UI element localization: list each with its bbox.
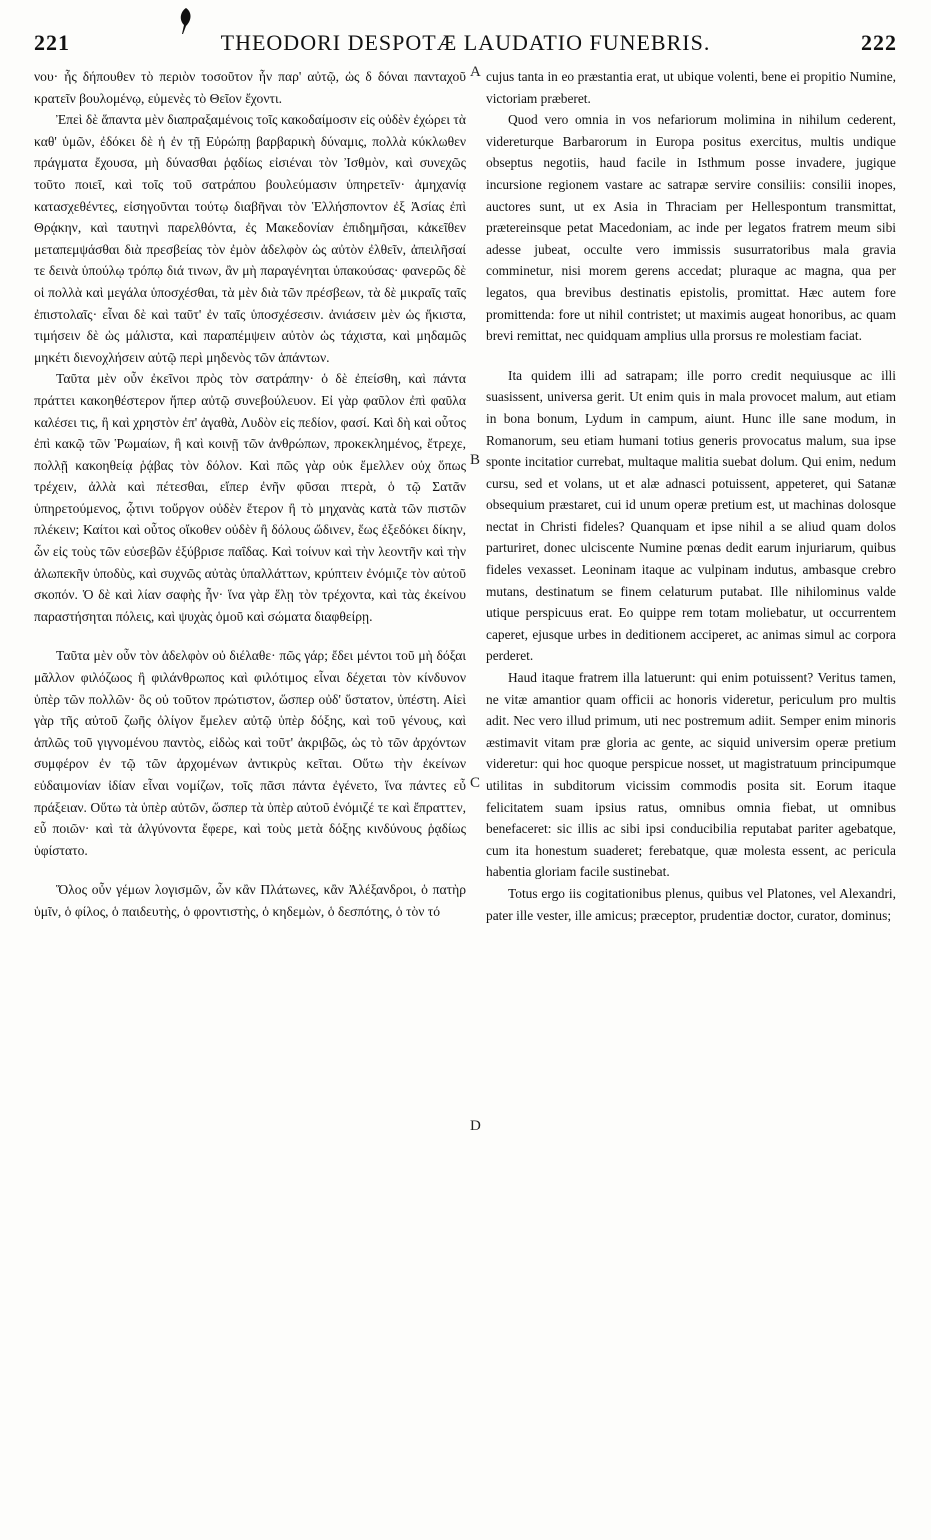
right-page-number: 222	[861, 30, 897, 55]
greek-paragraph: Ταῦτα μὲν οὖν ἐκεῖνοι πρὸς τὸν σατράπην· ὁ δὲ ἐπείσθη, καὶ πάντα πράττει κακοηθέστερον ἤπερ αὐτῷ συνεβούλευον. Εἰ γὰρ φαῦλον ἐπὶ φαῦλα καλέσει τις, ἢ καὶ χρηστὸν ἐπ' ἀγαθὰ, Λυδὸν εἰς πεδίον, φασί. Καὶ δὴ καὶ οὗτος ἐπὶ κακῷ τῶν Ῥωμαίων, ἢ καὶ κοινῇ τῶν ἀνθρώπων, προκεκλημένος, ἔτρεχε, πολλῇ κακοηθείᾳ ῥᾴβας τὸν δόλον. Καὶ πῶς γὰρ οὐκ ἔμελλεν οὐχ ὅπως τρέχειν, ἀλλὰ καὶ πέτεσθαι, εἴπερ ἐνῆν φῦσαι πτερὰ, ὁ τῷ Σατᾶν ὑπηρετούμενος, ᾧτινι τοὔργον οὐδὲν ἕτερον ἢ τὸ μηχανὰς κατὰ τῶν πιστῶν πλέκειν; Καίτοι καὶ οὗτος οἴκοθεν οὐδὲν ἢ δόλους ὤδινεν, ἕως ἐξεδόκει δίκην, ὧν εἰς τοὺς τῶν εὐσεβῶν ἐξύβρισε παΐδας. Καὶ τοίνυν καὶ τὴν λεοντῆν καὶ τὴν ἀλωπεκῆν ὑποδὺς, καὶ συχνῶς αὐτὰς ὑπαλλάττων, κρύπτειν ἐνόμιζε τὸν αὐτοῦ σκοπόν. Ὁ δὲ καὶ λίαν σαφὴς ἦν· ἵνα γὰρ ἕλῃ τὸν τρέχοντα, καὶ τὰς ἐκείνου παραστήσηται πόλεις, καὶ ψυχὰς ὁμοῦ καὶ σώματα διαφθείρῃ.	[34, 371, 466, 624]
latin-paragraph: Ita quidem illi ad satrapam; ille porro credit nequiusque ac illi suasissent, universa gerit. Ut enim quis in mala provocet malum, aut etiam in bona bonum, Lydum in campum, aiunt. Hunc ille sane modum, in Romanorum, seu etiam humani totius generis provocatus malum, sua ipse sponte incitatior currebat, multaque malitia suebat dolum. Qui enim, nedum cursu, sed et volans, ut et alæ adnasci potuissent, appeteret, qui Satanæ obsequium præstaret, cui id unum operæ pretium est, ut machinas dolosque nectat in Christi fideles? Quanquam et ipse nihil a se aliud quam dolos parturiret, donec ulciscente Numine pœnas dedit earum injuriarum, quibus fideles vexasset. Leoninam itaque ac vulpinam indutus, ambasque crebro mutans, destinatum se finem celaturum putabat. Ille nihilominus valde utique perspicuus erat. Eo quippe rem totam moliebatur, ut occurrentem caperet, ejusque urbes in deditionem acciperet, ac animas simul ac corpora perderet.	[486, 367, 896, 664]
greek-paragraph: νου· ἧς δήπουθεν τὸ περιὸν τοσοῦτον ἦν παρ' αὐτῷ, ὡς δ δόναι πανταχοῦ κρατεῖν βουλομένῳ, εὐμενὲς τὸ Θεῖον ἔχοντι.	[34, 69, 466, 106]
running-title: THEODORI DESPOTÆ LAUDATIO FUNEBRIS.	[220, 30, 711, 55]
latin-paragraph: Haud itaque fratrem illa latuerunt: qui enim potuissent? Veritus tamen, ne vitæ amantior quam officii ac honoris videretur, periculum pro multis adit. Nec vero illud primum, uti nec postremum adiit. Semper enim minoris æstimavit vitam præ gloria ac gente, ac siquid universim operæ pretium videretur: qui hoc quoque perspicue nosset, ut magistratuum principumque utilitas in subditorum vicissim commodis posita sit. Eorum itaque felicitatem suam ipsius ratus, omnibus omnia fiebat, ut omnibus benefaceret: sic illis ac sibi ipsi conducibilia reputabat pariter agebatque, cum ita honestum suaderet; ferebatque, quæ molesta essent, ac pericula habentia gloriam facile sustinebat.	[486, 670, 896, 880]
greek-paragraph: Ἐπεὶ δὲ ἅπαντα μὲν διαπραξαμένοις τοῖς κακοδαίμοσιν εἰς οὐδὲν ἐχώρει τὰ καθ' ὑμῶν, ἐδόκει δὲ ἡ ἐν τῇ Εὐρώπῃ βαρβαρικὴ δύναμις, πολλὰ κύκλωθεν πράγματα ἔχουσα, μὴ δύνασθαι ῥᾳδίως εἰσιέναι τὸν Ἰσθμὸν, καὶ συνεχῶς τοῦτο ποιεῖ, καὶ τοῖς τοῦ σατράπου βουλεύμασιν ὑπηρετεῖν· ἀμηχανίᾳ κατασχεθέντες, εἰσηγοῦνται τούτῳ διαβῆναι τὸν Ἑλλήσποντον ἐξ Ἀσίας ἐπὶ Θρᾴκην, καὶ ταυτηνὶ παρελθόντα, ἐς Μακεδονίαν ἐπιδημῆσαι, κἀκεῖθεν μεταπεμψάσθαι διὰ πρεσβείας τὸν ἐμὸν ἀδελφὸν ὡς αὐτὸν ἐλθεῖν, ἀπειλῆσαί τε δεινὰ ὑπούλῳ τρόπῳ διά τινων, ἂν μὴ παραγένηται ὑπακούσας· φανερῶς δὲ οἱ πολλὰ καὶ μεγάλα ὑποσχέσθαι, τὰ μὲν διὰ τῶν πρέσβεων, τὰ δὲ μικραῖς ταῖς ἐπιστολαῖς· εἶναι δὲ καὶ ταῦτ' ἐν ταῖς ὑποσχέσεσιν. ἀνιάσειν μὲν ὡς ἥκιστα, τιμήσειν δὲ ὡς μάλιστα, καὶ παραπέμψειν αὐτὸν ὡς τάχιστα, καὶ μηδαμῶς μηκέτι διενοχλήσειν αὐτῷ περὶ μηδενὸς τῶν ἁπάντων.	[34, 112, 466, 365]
greek-paragraph: Ὅλος οὖν γέμων λογισμῶν, ὧν κἂν Πλάτωνες, κἂν Ἀλέξανδροι, ὁ πατὴρ ὑμῖν, ὁ φίλος, ὁ παιδευτὴς, ὁ φροντιστὴς, ὁ κηδεμὼν, ὁ δεσπότης, ὁ τὸν τό	[34, 882, 466, 919]
greek-column	[34, 66, 466, 923]
latin-paragraph: Totus ergo iis cogitationibus plenus, quibus vel Platones, vel Alexandri, pater ille vester, ille amicus; præceptor, prudentiæ doctor, curator, dominus;	[486, 885, 896, 923]
latin-column	[486, 66, 896, 926]
margin-marker-d: D	[470, 1118, 481, 1134]
greek-paragraph: Ταῦτα μὲν οὖν τὸν ἀδελφὸν οὐ διέλαθε· πῶς γάρ; ἔδει μέντοι τοῦ μὴ δόξαι μᾶλλον φιλόζωος ἢ φιλάνθρωπος καὶ φιλότιμος εἶναι δέχεται τὸν κίνδυνον ὑπὲρ τῶν πολλῶν· ὃς οὐ τοῦτον πρώτιστον, ὥσπερ οὐδ' ὕστατον, ὑπέστη. Αἰεὶ γὰρ τῆς αὐτοῦ ζωῆς ὀλίγον ἔμελεν αὐτῷ ὑπὲρ δόξης, καὶ τοῦ γένους, καὶ ἁπλῶς τοῦ γιγνομένου παντὸς, εἰδὼς καὶ τοῦτ' ἀκριβῶς, ὡς τὸ τῶν ἀρχόντων συμφέρον ἐν τῷ τῶν ἀρχομένων ἀντικρὺς κεῖται. Οὕτω τὴν ἐκείνων εὐδαιμονίαν ἰδίαν εἶναι νομίζων, τοῖς πᾶσι πάντα ἐγένετο, ἵνα πάντες εὖ πράξειαν. Οὕτω τὰ ὑπὲρ αὐτῶν, ὥσπερ τὰ ὑπὲρ αὐτοῦ ἐνόμιζέ τε καὶ ἔπραττεν, εὖ ποιῶν· καὶ τὰ ἀλγύνοντα ἔφερε, καὶ τοὺς μετὰ δόξης κινδύνους ῥᾳδίως ὑφίστατο.	[34, 648, 466, 858]
margin-marker-b: B	[470, 452, 481, 468]
left-page-number: 221	[34, 30, 70, 55]
running-header	[34, 30, 897, 60]
latin-paragraph: Quod vero omnia in vos nefariorum molimina in nihilum cederent, videreturque Barbarorum in Europa positus exercitus, multis undique obseptus negotiis, haud facile in Isthmum posse invadere, jugique incursione regionem vastare ac satrapæ servire consiliis: consilii inopes, auctores sunt, ut ex Asia in Thraciam per Hellespontum transmittat, prætereinsque petat Macedoniam, ac inde per legatos fratrem meum sibi adesse jubeat, occulte vero immissis susurratoribus mala gravia comminetur, nisi morem gerens accedat; pluraque ac magna, qua per legatos, qua brevibus destinatis epistolis, promittat. Hæc autem fore promittenda: fore ut nihil contristet; ut maximis augeat honoribus, ac quam brevi remittat, nec quidquam amplius ulla prorsus re molestiam faciat.	[486, 112, 896, 344]
margin-marker-a: A	[470, 64, 481, 80]
margin-marker-c: C	[470, 775, 481, 791]
latin-paragraph: cujus tanta in eo præstantia erat, ut ubique volenti, bene ei propitio Numine, victoriam præberet.	[486, 69, 896, 106]
